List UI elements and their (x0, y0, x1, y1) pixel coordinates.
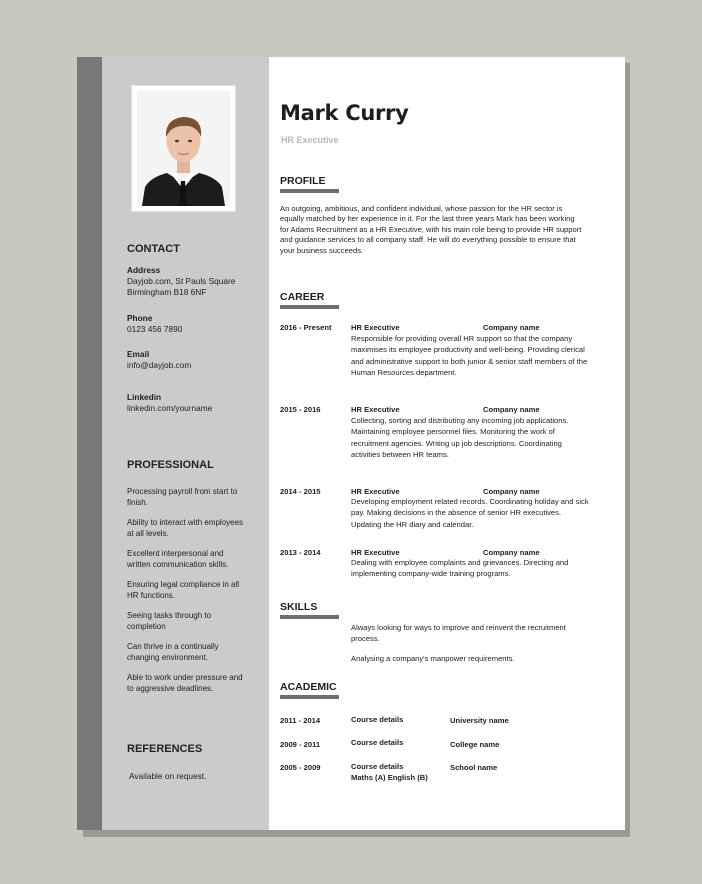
job-title: HR Executive (351, 548, 400, 557)
job-dates: 2016 - Present (280, 323, 332, 332)
academic-course: Course details (351, 715, 404, 724)
references-heading: REFERENCES (127, 743, 203, 755)
resume-page (77, 57, 625, 830)
skills-heading: SKILLS (280, 601, 318, 613)
phone-block (127, 313, 257, 335)
profile-text: An outgoing, ambitious, and confident individual, whose passion for the HR sector is equally matched by her experience in it. For the last three years Mark has been working for Adams Recruitment as a HR Executive, with his main role being to provide HR support and guidance services to all company staff. He will do everything possible to ensure that your business succeeds. (280, 204, 582, 255)
candidate-role: HR Executive (281, 135, 339, 145)
side-stripe (77, 57, 102, 830)
professional-heading: PROFESSIONAL (127, 459, 214, 471)
candidate-name: Mark Curry (280, 101, 409, 125)
professional-item: Seeing tasks through to completion (127, 611, 212, 631)
professional-item: Processing payroll from start to finish. (127, 487, 238, 507)
job-title: HR Executive (351, 405, 400, 414)
job-company: Company name (483, 323, 540, 332)
phone-value: 0123 456 7890 (127, 324, 183, 334)
academic-school: University name (450, 716, 509, 725)
job-company: Company name (483, 548, 540, 557)
skill-item: Analysing a company's manpower requirements. (351, 654, 515, 663)
academic-heading-bar (280, 695, 339, 699)
skill-item: Always looking for ways to improve and reinvent the recruitment process. (351, 623, 566, 644)
academic-school: School name (450, 763, 498, 772)
profile-heading: PROFILE (280, 175, 326, 187)
linkedin-block (127, 392, 257, 414)
academic-grades: Maths (A) English (B) (351, 773, 428, 782)
photo-frame (131, 85, 236, 212)
professional-item: Ensuring legal compliance in all HR functions. (127, 580, 240, 600)
linkedin-value: linkedin.com/yourname (127, 403, 213, 413)
job-description: Dealing with employee complaints and grievances. Directing and implementing company-wide training programs. (351, 558, 569, 579)
career-heading-bar (280, 305, 339, 309)
professional-item: Can thrive in a continually changing environment. (127, 642, 219, 662)
job-company: Company name (483, 487, 540, 496)
profile-photo (137, 91, 230, 206)
address-line-1: Dayjob.com, St Pauls Square (127, 276, 236, 286)
linkedin-label: Linkedin (127, 392, 162, 402)
job-title: HR Executive (351, 487, 400, 496)
professional-list (127, 486, 245, 703)
job-description: Developing employment related records. Coordinating holiday and sick pay. Making decisions in the absence of senior HR executives. Updating the HR diary and calendar. (351, 497, 589, 529)
professional-item: Ability to interact with employees at all levels. (127, 518, 244, 538)
job-dates: 2013 - 2014 (280, 548, 321, 557)
academic-heading: ACADEMIC (280, 681, 337, 693)
contact-heading: CONTACT (127, 243, 180, 255)
professional-item: Excellent interpersonal and written communication skills. (127, 549, 229, 569)
career-heading: CAREER (280, 291, 325, 303)
sidebar (102, 57, 269, 830)
email-label: Email (127, 349, 150, 359)
academic-dates: 2011 - 2014 (280, 716, 321, 725)
academic-course: Course details (351, 762, 404, 771)
job-company: Company name (483, 405, 540, 414)
academic-dates: 2005 - 2009 (280, 763, 321, 772)
academic-course: Course details (351, 738, 404, 747)
profile-heading-bar (280, 189, 339, 193)
email-value: info@dayjob.com (127, 360, 192, 370)
job-dates: 2014 - 2015 (280, 487, 321, 496)
address-block (127, 265, 257, 298)
address-line-2: Birmingham B18 6NF (127, 287, 207, 297)
job-title: HR Executive (351, 323, 400, 332)
email-block (127, 349, 257, 371)
job-dates: 2015 - 2016 (280, 405, 321, 414)
address-label: Address (127, 265, 161, 275)
job-description: Collecting, sorting and distributing any incoming job applications. Maintaining employee personnel files. Monitoring the work of recruitment agencies. Writing up job descriptions. Coordinating activities between HR teams. (351, 416, 569, 460)
professional-item: Able to work under pressure and to aggressive deadlines. (127, 673, 243, 693)
job-description: Responsible for providing overall HR support so that the company maximises its employee productivity and well-being. Providing clerical and administrative support to both junior & senior staff members of the Human Resources department. (351, 334, 588, 378)
skills-heading-bar (280, 615, 339, 619)
academic-school: College name (450, 740, 500, 749)
references-text: Available on request. (129, 771, 207, 781)
person-photo-icon (137, 91, 230, 206)
phone-label: Phone (127, 313, 153, 323)
academic-dates: 2009 - 2011 (280, 740, 321, 749)
